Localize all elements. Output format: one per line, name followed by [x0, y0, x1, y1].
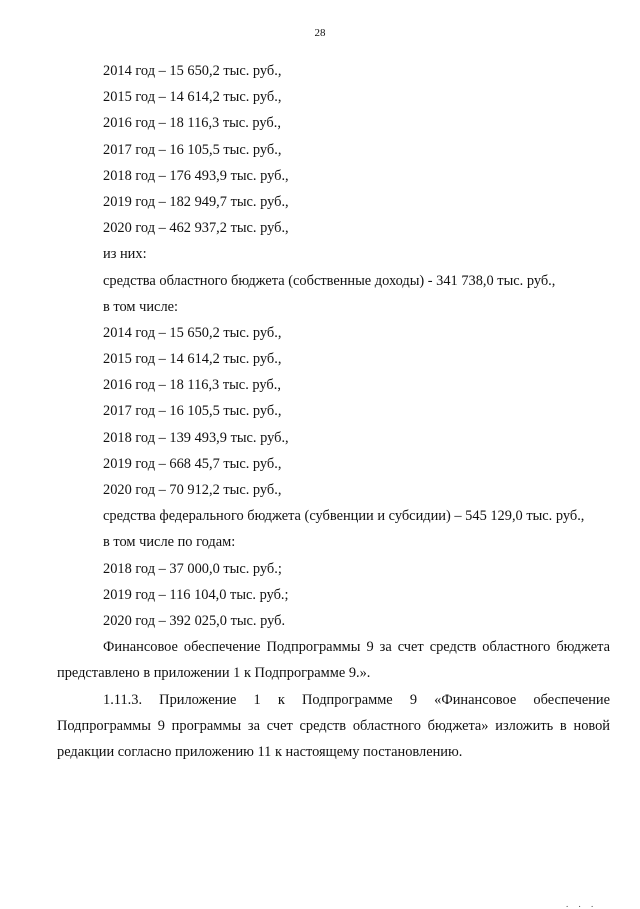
financing-paragraph: Финансовое обеспечение Подпрограммы 9 за счет средств областного бюджета представлено в приложении 1 к Подпрограмме 9.». [57, 639, 610, 682]
document-body [57, 58, 610, 765]
line-2017-regional: 2017 год – 16 105,5 тыс. руб., [103, 403, 282, 420]
line-2018-regional: 2018 год – 139 493,9 тыс. руб., [103, 429, 289, 446]
line-2020-regional: 2020 год – 70 912,2 тыс. руб., [103, 482, 282, 498]
line-regional-budget: средства областного бюджета (собственные доходы) - 341 738,0 тыс. руб., [103, 272, 556, 289]
line-2017-total: 2017 год – 16 105,5 тыс. руб., [103, 141, 282, 158]
line-of-which: из них: [103, 246, 147, 263]
line-including: в том числе: [103, 298, 179, 315]
line-2015-regional: 2015 год – 14 614,2 тыс. руб., [103, 351, 282, 368]
line-2015-total: 2015 год – 14 614,2 тыс. руб., [103, 89, 282, 106]
line-2019-total: 2019 год – 182 949,7 тыс. руб., [103, 193, 289, 210]
federal-budget-paragraph: средства федерального бюджета (субвенции и субсидии) – 545 129,0 тыс. руб., [103, 508, 585, 525]
line-including-by-years: в том числе по годам: [103, 534, 236, 551]
corner-mark: . . . [566, 899, 598, 909]
line-2018-federal: 2018 год – 37 000,0 тыс. руб.; [103, 560, 282, 577]
line-2019-federal: 2019 год – 116 104,0 тыс. руб.; [103, 586, 289, 603]
line-2020-total: 2020 год – 462 937,2 тыс. руб., [103, 220, 289, 237]
page-number: 28 [314, 27, 326, 39]
line-2020-federal: 2020 год – 392 025,0 тыс. руб. [103, 612, 286, 629]
line-2014-total: 2014 год – 15 650,2 тыс. руб., [103, 63, 282, 79]
line-2016-total: 2016 год – 18 116,3 тыс. руб., [103, 115, 281, 132]
line-2016-regional: 2016 год – 18 116,3 тыс. руб., [103, 377, 281, 394]
line-2014-regional: 2014 год – 15 650,2 тыс. руб., [103, 324, 282, 341]
amendment-paragraph: 1.11.3. Приложение 1 к Подпрограмме 9 «Финансовое обеспечение Подпрограммы 9 программы за счет средств областного бюджета» изложить в новой редакции согласно приложению 11 к настоящему постановлению. [57, 691, 610, 760]
line-2019-regional: 2019 год – 668 45,7 тыс. руб., [103, 455, 282, 472]
line-2018-total: 2018 год – 176 493,9 тыс. руб., [103, 167, 289, 184]
